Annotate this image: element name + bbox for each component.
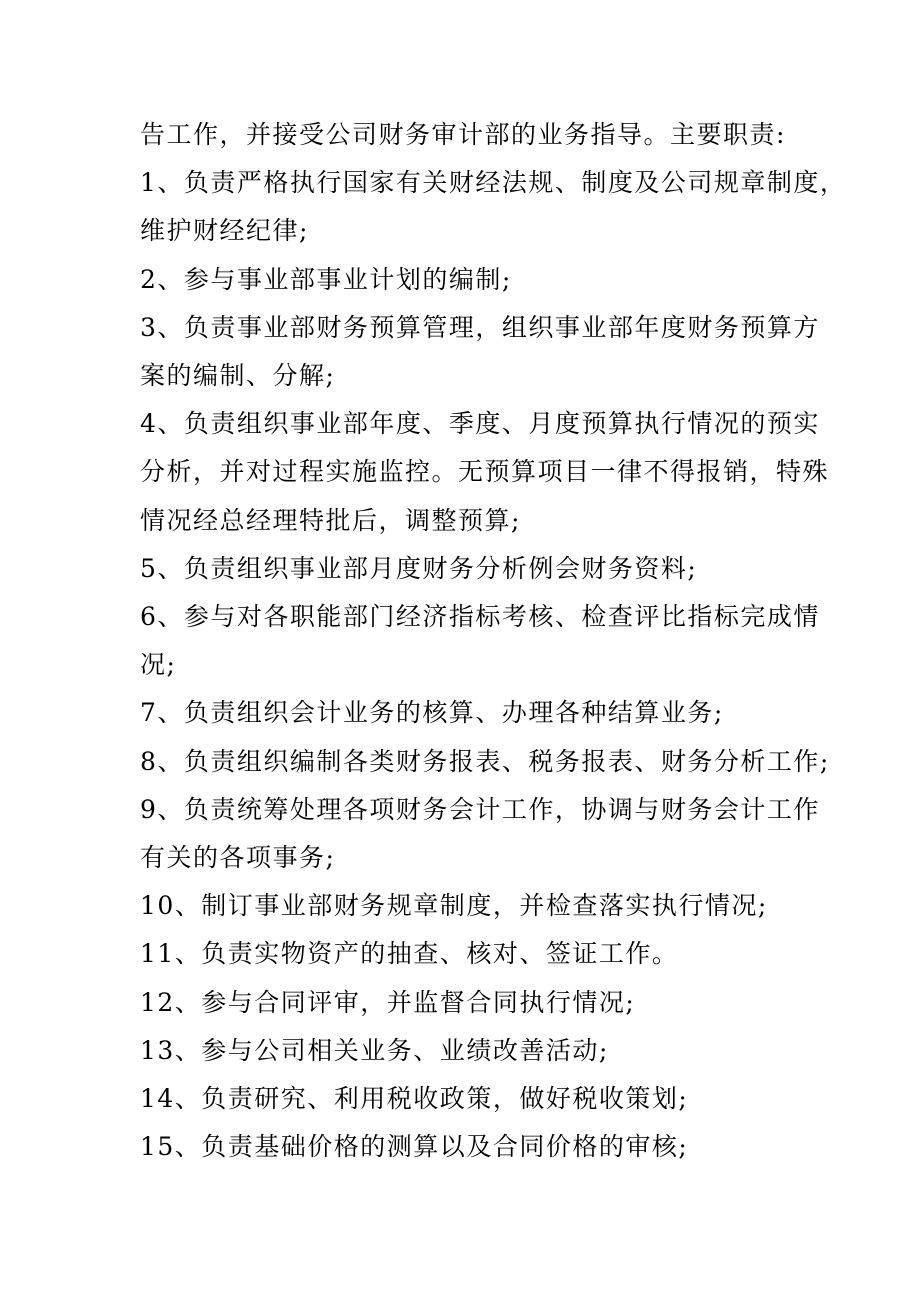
text-line: 2、参与事业部事业计划的编制; (140, 264, 512, 294)
text-line: 5、负责组织事业部月度财务分析例会财务资料; (140, 553, 698, 583)
text-line: 13、参与公司相关业务、业绩改善活动; (140, 1035, 609, 1065)
text-line: 3、负责事业部财务预算管理，组织事业部年度财务预算方 (140, 312, 820, 342)
text-line: 况; (140, 650, 177, 680)
text-line: 12、参与合同评审，并监督合同执行情况; (140, 987, 636, 1017)
text-line: 维护财经纪律; (140, 216, 309, 246)
text-line: 7、负责组织会计业务的核算、办理各种结算业务; (140, 698, 724, 728)
text-line: 4、负责组织事业部年度、季度、月度预算执行情况的预实 (140, 409, 820, 439)
text-line: 9、负责统筹处理各项财务会计工作，协调与财务会计工作 (140, 794, 820, 824)
text-line: 情况经总经理特批后，调整预算; (140, 505, 521, 535)
text-line: 15、负责基础价格的测算以及合同价格的审核; (140, 1132, 689, 1162)
text-line: 告工作，并接受公司财务审计部的业务指导。主要职责: (140, 120, 786, 149)
text-line: 有关的各项事务; (140, 843, 336, 873)
document-body (140, 111, 847, 1171)
text-line: 6、参与对各职能部门经济指标考核、检查评比指标完成情 (140, 602, 820, 632)
text-line: 10、制订事业部财务规章制度，并检查落实执行情况; (140, 891, 768, 921)
text-line: 14、负责研究、利用税收政策，做好税收策划; (140, 1084, 689, 1114)
text-line: 案的编制、分解; (140, 361, 336, 391)
text-line: 11、负责实物资产的抽查、核对、签证工作。 (140, 939, 679, 969)
text-line: 8、负责组织编制各类财务报表、税务报表、财务分析工作; (140, 746, 830, 776)
text-line: 1、负责严格执行国家有关财经法规、制度及公司规章制度， (140, 168, 847, 198)
text-line: 分析，并对过程实施监控。无预算项目一律不得报销，特殊 (140, 457, 830, 487)
